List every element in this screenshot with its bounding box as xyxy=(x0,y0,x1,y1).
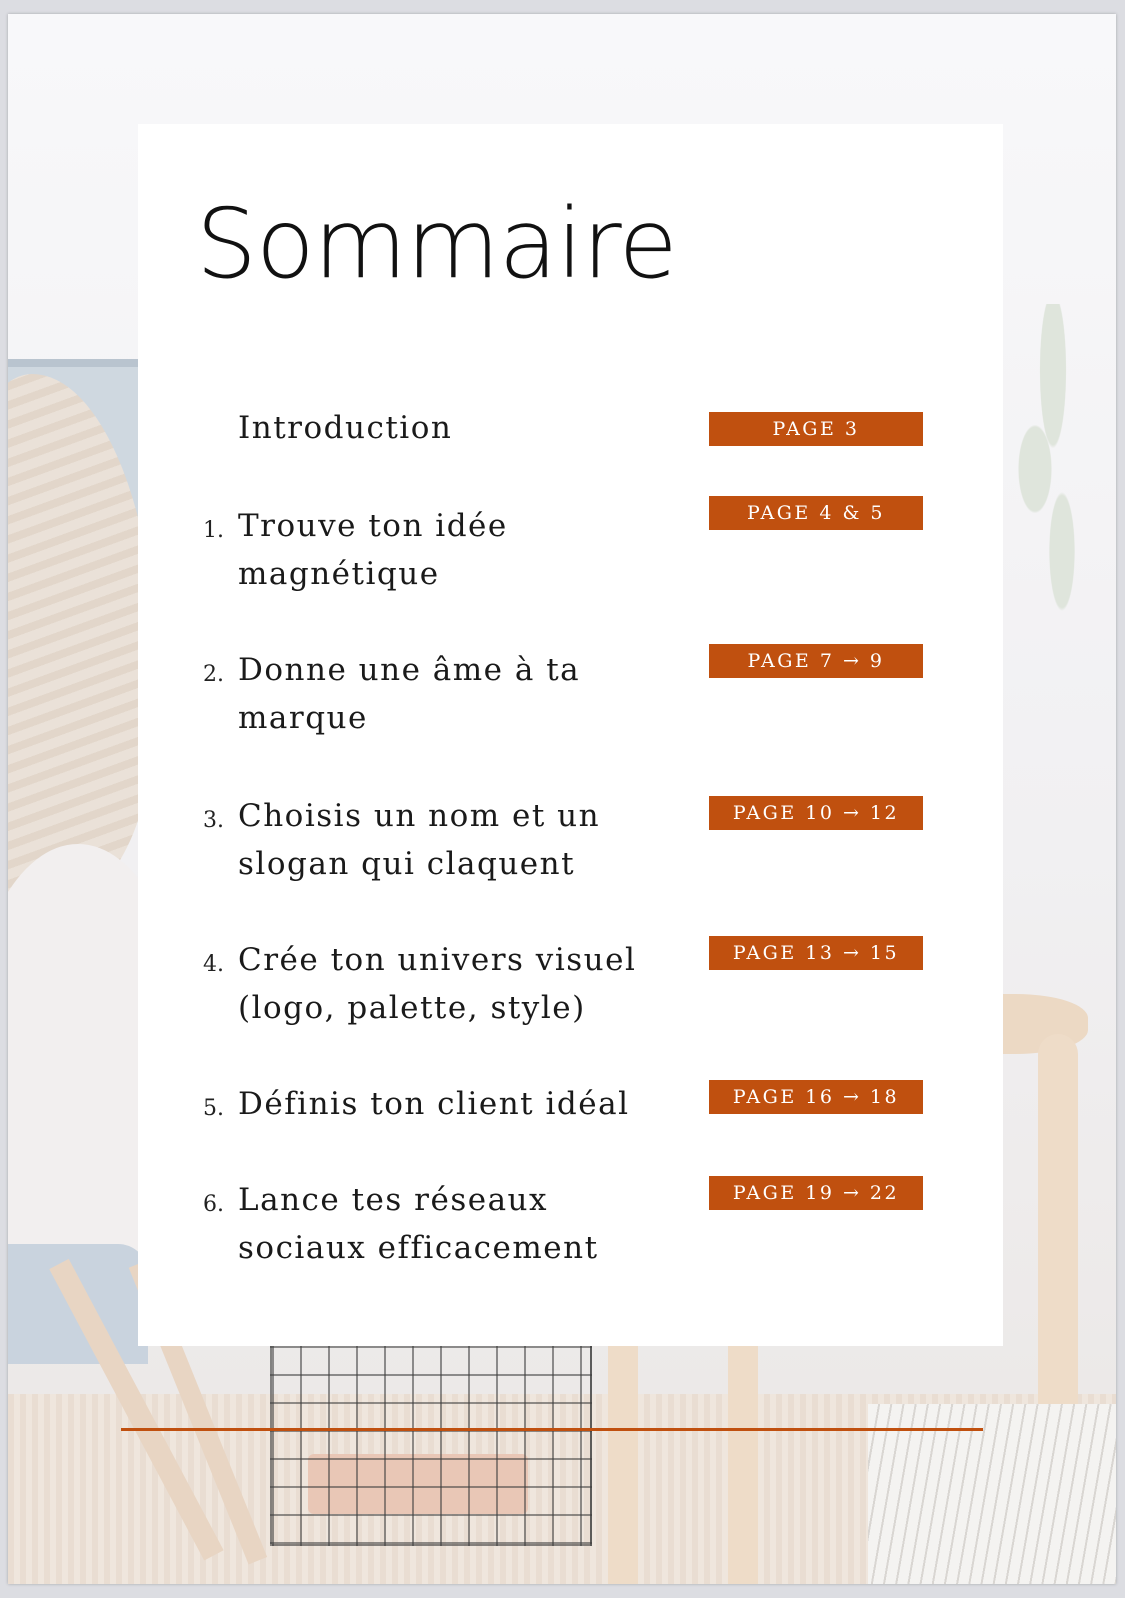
toc-entry-label: Définis ton client idéal xyxy=(238,1086,630,1122)
toc-entry-number: 4. xyxy=(203,952,224,977)
toc-page-badge: PAGE 19 → 22 xyxy=(709,1176,923,1210)
toc-entry-label: Donne une âme à ta marque xyxy=(238,652,581,736)
document-page xyxy=(8,14,1116,1584)
toc-page-badge: PAGE 13 → 15 xyxy=(709,936,923,970)
toc-entry-number: 5. xyxy=(203,1096,224,1121)
background-stool-leg xyxy=(608,1344,638,1584)
page-title: Sommaire xyxy=(196,188,677,300)
toc-entry-number: 3. xyxy=(203,808,224,833)
toc-page-badge: PAGE 4 & 5 xyxy=(709,496,923,530)
toc-entry-number: 2. xyxy=(203,662,224,687)
background-stool-leg xyxy=(728,1344,758,1584)
toc-page-badge: PAGE 3 xyxy=(709,412,923,446)
background-plant xyxy=(1008,304,1098,634)
toc-page-badge: PAGE 7 → 9 xyxy=(709,644,923,678)
toc-entry-label: Choisis un nom et un slogan qui claquent xyxy=(238,798,601,882)
background-wire-basket xyxy=(270,1344,592,1546)
accent-divider-line xyxy=(121,1428,983,1431)
toc-card xyxy=(138,124,1003,1346)
background-striped-rug xyxy=(868,1404,1116,1584)
toc-page-badge: PAGE 10 → 12 xyxy=(709,796,923,830)
toc-page-badge: PAGE 16 → 18 xyxy=(709,1080,923,1114)
toc-entry-number: 6. xyxy=(203,1192,224,1217)
toc-entry-label: Crée ton univers visuel (logo, palette, style) xyxy=(238,942,637,1026)
toc-entry-label: Lance tes réseaux sociaux efficacement xyxy=(238,1182,599,1266)
toc-entry-label: Introduction xyxy=(238,410,453,446)
toc-entry-label: Trouve ton idée magnétique xyxy=(238,508,508,592)
toc-entry-number: 1. xyxy=(203,518,224,543)
